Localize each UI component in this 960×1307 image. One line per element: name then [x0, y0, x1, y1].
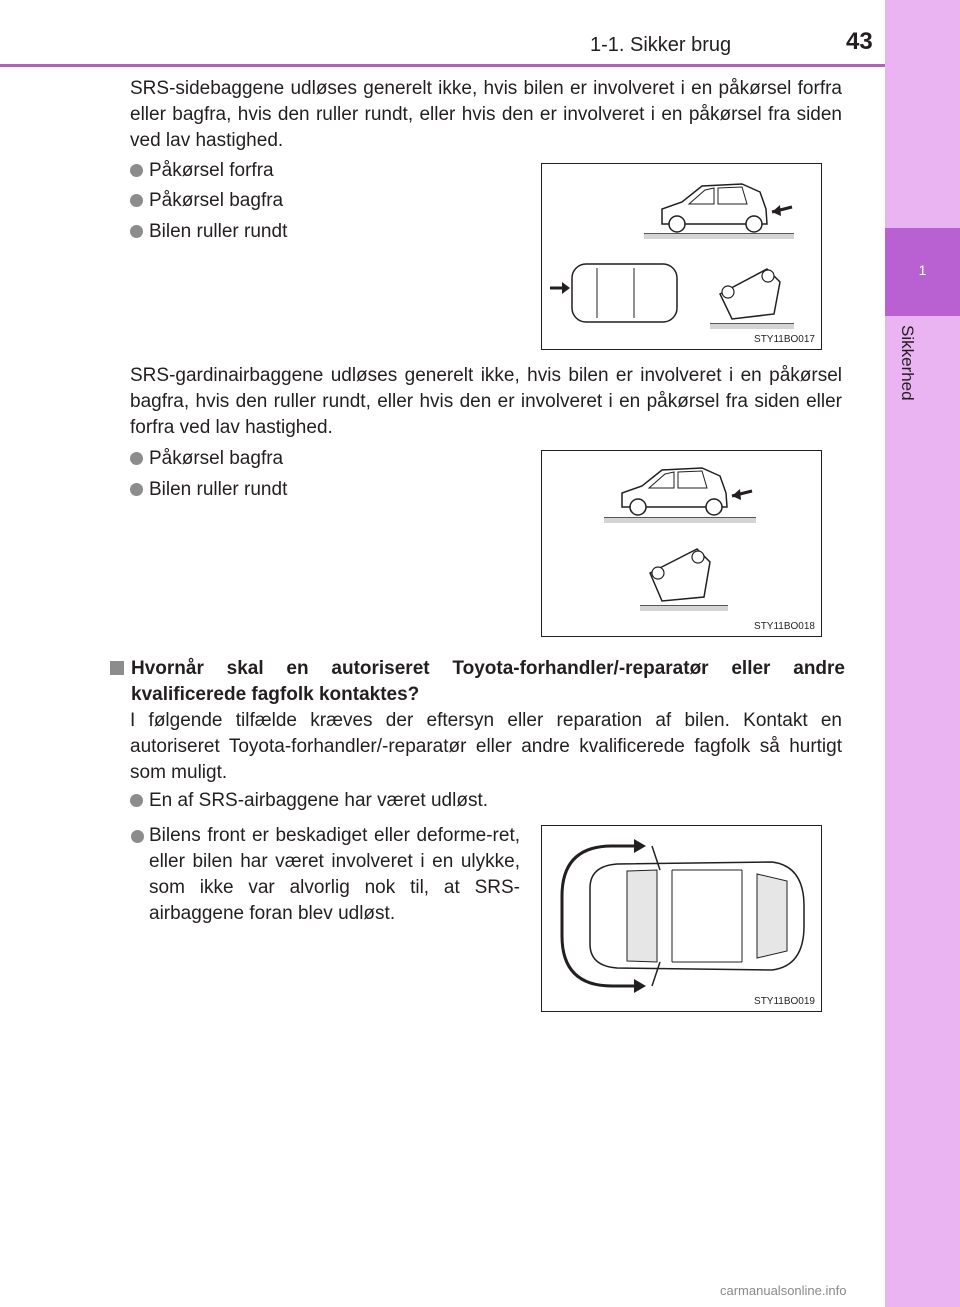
- section-heading: Hvornår skal en autoriseret Toyota-forhandler/-reparatør eller andre kvalificerede fagfolk kontaktes?: [110, 656, 845, 708]
- section-title: 1-1. Sikker brug: [590, 34, 732, 56]
- inspection-intro: I følgende tilfælde kræves der eftersyn eller reparation af bilen. Kontakt en autoriseret Toyota-forhandler/-reparatør eller andre kvalificerede fagfolk så hurtigt som muligt.: [130, 710, 842, 783]
- car-top-view-icon: [542, 826, 821, 1011]
- list-item: Bilen ruller rundt: [130, 477, 287, 503]
- chapter-tab-strip: [885, 0, 960, 1307]
- bullet-icon: [130, 483, 143, 496]
- figure-code: STY11BO017: [754, 334, 815, 345]
- chapter-label: Sikkerhed: [898, 325, 917, 401]
- figure-curtain-airbag: [541, 450, 822, 637]
- watermark: carmanualsonline.info: [720, 1283, 847, 1298]
- figure-front-damage: [541, 825, 822, 1012]
- bullet-icon: [130, 164, 143, 177]
- figure-code: STY11BO018: [754, 621, 815, 632]
- chapter-number: 1: [918, 262, 927, 278]
- car-illustration-icon: [542, 164, 821, 349]
- figure-code: STY11BO019: [754, 996, 815, 1007]
- list-item: Påkørsel forfra: [130, 158, 274, 184]
- list-item: Bilen ruller rundt: [130, 219, 287, 245]
- header-rule: [0, 64, 885, 67]
- bullet-icon: [130, 452, 143, 465]
- bullet-icon: [130, 225, 143, 238]
- square-bullet-icon: [110, 661, 124, 675]
- curtain-airbag-intro: SRS-gardinairbaggene udløses generelt ikke, hvis bilen er involveret i en påkørsel bagfra, hvis den ruller rundt, eller hvis den er involveret i en påkørsel fra siden eller forfra ved lav hastighed.: [130, 365, 842, 438]
- list-item: En af SRS-airbaggene har været udløst.: [130, 788, 488, 814]
- bullet-icon: [131, 830, 144, 843]
- list-item: Påkørsel bagfra: [130, 188, 283, 214]
- list-item: Påkørsel bagfra: [130, 446, 283, 472]
- bullet-icon: [130, 794, 143, 807]
- figure-side-airbag: [541, 163, 822, 350]
- side-airbag-intro: SRS-sidebaggene udløses generelt ikke, hvis bilen er involveret i en påkørsel forfra eller bagfra, hvis den ruller rundt, eller hvis den er involveret i en påkørsel fra siden ved lav hastighed.: [130, 78, 842, 151]
- bullet-icon: [130, 194, 143, 207]
- car-illustration-icon: [542, 451, 821, 636]
- list-item: Bilens front er beskadiget eller deforme-ret, eller bilen har været involveret i en ulykke, som ikke var alvorlig nok til, at SRS-airbaggene foran blev udløst.: [149, 823, 520, 927]
- page-number: 43: [846, 28, 873, 55]
